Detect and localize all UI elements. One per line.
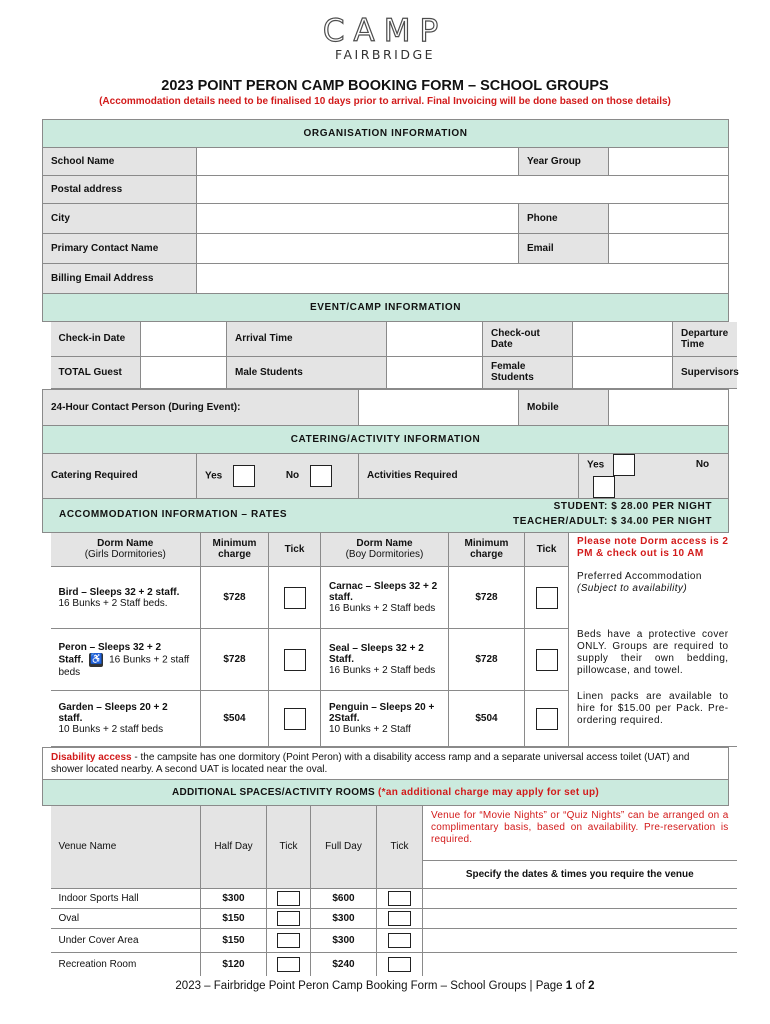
dorm-seal-desc: 16 Bunks + 2 Staff beds (329, 665, 436, 676)
checkin-date-field[interactable] (141, 322, 227, 356)
venue-oval-half-price: $150 (201, 908, 267, 928)
departure-time-label: Departure Time (673, 322, 737, 356)
boys-dorm-header (321, 533, 449, 567)
female-students-label: Female Students (483, 356, 573, 388)
venue-recreation-dates-field[interactable] (423, 952, 737, 976)
page-footer (0, 980, 770, 992)
venue-oval-full-checkbox[interactable] (388, 911, 411, 926)
dorm-access-note (569, 533, 737, 567)
postal-address-label: Postal address (43, 176, 197, 204)
venue-indoor-half-tick-cell (267, 888, 311, 908)
dorm-peron-checkbox[interactable] (284, 649, 306, 671)
logo-camp: CAMP (322, 13, 448, 49)
total-guest-label: TOTAL Guest (51, 356, 141, 388)
total-guest-field[interactable] (141, 356, 227, 388)
dorm-garden-checkbox[interactable] (284, 708, 306, 730)
boys-dorm-col-title: Dorm Name (356, 538, 413, 550)
checkout-date-field[interactable] (573, 322, 673, 356)
billing-email-label: Billing Email Address (43, 264, 197, 294)
dorm-bird-tick-cell (269, 567, 321, 629)
disability-access-label: Disability access (51, 751, 132, 763)
venue-undercover-dates-field[interactable] (423, 928, 737, 952)
subject-availability-text: (Subject to availability) (577, 582, 688, 594)
catering-no-checkbox[interactable] (310, 465, 332, 487)
accom-header-title: ACCOMMODATION INFORMATION – RATES (59, 508, 288, 520)
activities-no-checkbox[interactable] (593, 476, 615, 498)
primary-contact-label: Primary Contact Name (43, 234, 197, 264)
footer-page-number: 1 (565, 980, 573, 992)
form-title: 2023 POINT PERON CAMP BOOKING FORM – SCHOOL GROUPS (161, 78, 609, 94)
dorm-peron (51, 629, 201, 691)
girls-dorm-col-sub: (Girls Dormitories) (84, 549, 166, 561)
activities-options (579, 453, 729, 498)
disability-access-note (43, 748, 729, 780)
venue-name-header: Venue Name (51, 806, 201, 888)
full-tick-header: Tick (377, 806, 423, 888)
specify-dates-label: Specify the dates & times you require the venue (423, 860, 737, 888)
venue-undercover-full-checkbox[interactable] (388, 933, 411, 948)
venue-recreation-full-checkbox[interactable] (388, 957, 411, 972)
half-day-header: Half Day (201, 806, 267, 888)
logo-fairbridge: FAIRBRIDGE (334, 47, 436, 62)
linen-note: Linen packs are available to hire for $15.00 per Pack. Pre-ordering required. (569, 691, 737, 747)
dorm-peron-desc: 16 Bunks + 2 staff beds (58, 654, 190, 678)
dorm-carnac-checkbox[interactable] (536, 587, 558, 609)
male-students-label: Male Students (227, 356, 387, 388)
venue-oval-half-tick-cell (267, 908, 311, 928)
checkout-date-label: Check-out Date (483, 322, 573, 356)
school-name-label: School Name (43, 148, 197, 176)
venue-recreation-room: Recreation Room (51, 952, 201, 976)
city-label: City (43, 204, 197, 234)
preferred-accom-note (569, 567, 737, 629)
dorm-peron-tick-cell (269, 629, 321, 691)
dorm-penguin-price: $504 (449, 691, 525, 747)
phone-label: Phone (519, 204, 609, 234)
venue-indoor-half-price: $300 (201, 888, 267, 908)
dorm-garden-desc: 10 Bunks + 2 staff beds (58, 724, 164, 735)
billing-email-field[interactable] (197, 264, 729, 294)
city-field[interactable] (197, 204, 519, 234)
boys-dorm-col-sub: (Boy Dormitories) (345, 549, 424, 561)
checkin-date-label: Check-in Date (51, 322, 141, 356)
postal-address-field[interactable] (197, 176, 729, 204)
dorm-seal (321, 629, 449, 691)
year-group-field[interactable] (609, 148, 729, 176)
venue-oval-full-tick-cell (377, 908, 423, 928)
student-rate: STUDENT: $ 28.00 PER NIGHT (553, 500, 713, 512)
contact-24h-field[interactable] (359, 389, 519, 425)
dorm-peron-price: $728 (201, 629, 269, 691)
mobile-field[interactable] (609, 389, 729, 425)
beds-note: Beds have a protective cover ONLY. Groups are required to supply their own bedding, pillowcase, and towel. (569, 629, 737, 691)
dorm-penguin-desc: 10 Bunks + 2 Staff (329, 724, 411, 735)
dorm-bird (51, 567, 201, 629)
email-field[interactable] (609, 234, 729, 264)
venue-undercover-half-price: $150 (201, 928, 267, 952)
dorm-garden (51, 691, 201, 747)
dorm-penguin (321, 691, 449, 747)
boys-tick-header: Tick (525, 533, 569, 567)
venue-recreation-half-price: $120 (201, 952, 267, 976)
half-tick-header: Tick (267, 806, 311, 888)
venue-recreation-full-price: $240 (311, 952, 377, 976)
booking-form-table (42, 119, 739, 976)
female-students-field[interactable] (573, 356, 673, 388)
dorm-garden-tick-cell (269, 691, 321, 747)
form-subtitle: (Accommodation details need to be finalised 10 days prior to arrival. Final Invoicing will be done based on those details) (99, 96, 671, 107)
disability-access-text: - the campsite has one dormitory (Point Peron) with a disability access ramp and a separate universal access toilet (UAT) and shower located nearby. A second UAT is located near the oval. (51, 751, 690, 775)
boys-min-charge-header: Minimum charge (449, 533, 525, 567)
wheelchair-access-icon: ♿ (90, 653, 103, 665)
dorm-seal-tick-cell (525, 629, 569, 691)
dorm-peron-name: Peron – Sleeps 32 + 2 (58, 641, 162, 653)
venue-oval-half-checkbox[interactable] (277, 911, 300, 926)
footer-of: of (572, 980, 589, 992)
catering-yes-label: Yes (205, 470, 223, 482)
primary-contact-field[interactable] (197, 234, 519, 264)
spaces-grid (51, 806, 737, 976)
footer-page-total: 2 (588, 980, 595, 992)
event-section-header: EVENT/CAMP INFORMATION (43, 294, 729, 322)
venue-indoor-dates-field[interactable] (423, 888, 737, 908)
girls-dorm-header (51, 533, 201, 567)
dorm-carnac-price: $728 (449, 567, 525, 629)
org-section-header: ORGANISATION INFORMATION (43, 120, 729, 148)
year-group-label: Year Group (519, 148, 609, 176)
venue-oval-dates-field[interactable] (423, 908, 737, 928)
catering-section-header: CATERING/ACTIVITY INFORMATION (43, 425, 729, 453)
event-grid (51, 322, 737, 389)
dorm-penguin-name: Penguin – Sleeps 20 + 2Staff. (329, 702, 435, 724)
dorm-seal-name: Seal – Sleeps 32 + 2 Staff. (329, 643, 424, 665)
arrival-time-label: Arrival Time (227, 322, 387, 356)
venue-undercover-full-tick-cell (377, 928, 423, 952)
venue-note: Venue for “Movie Nights” or “Quiz Nights” can be arranged on a complimentary basis, based on availability. Pre-reservation is required. (423, 806, 737, 860)
dorm-seal-checkbox[interactable] (536, 649, 558, 671)
dorm-peron-name-2: Staff. (58, 654, 84, 666)
venue-indoor-sports-hall: Indoor Sports Hall (51, 888, 201, 908)
venue-indoor-full-tick-cell (377, 888, 423, 908)
dorm-carnac-desc: 16 Bunks + 2 Staff beds (329, 603, 436, 614)
dorm-carnac-tick-cell (525, 567, 569, 629)
accommodation-grid (51, 533, 737, 748)
girls-dorm-col-title: Dorm Name (97, 538, 154, 550)
activities-yes-checkbox[interactable] (613, 454, 635, 476)
spaces-section-header (43, 780, 729, 806)
girls-min-charge-header: Minimum charge (201, 533, 269, 567)
venue-recreation-half-tick-cell (267, 952, 311, 976)
footer-text: 2023 – Fairbridge Point Peron Camp Booking Form – School Groups | Page (175, 980, 566, 992)
dorm-bird-price: $728 (201, 567, 269, 629)
venue-indoor-half-checkbox[interactable] (277, 891, 300, 906)
venue-undercover-half-checkbox[interactable] (277, 933, 300, 948)
dorm-carnac-name: Carnac – Sleeps 32 + 2 staff. (329, 581, 438, 603)
accom-section-header (43, 498, 729, 532)
dorm-penguin-tick-cell (525, 691, 569, 747)
dorm-garden-price: $504 (201, 691, 269, 747)
preferred-accom-text: Preferred Accommodation (577, 570, 702, 582)
venue-under-cover-area: Under Cover Area (51, 928, 201, 952)
girls-tick-header: Tick (269, 533, 321, 567)
dorm-bird-name: Bird – Sleeps 32 + 2 staff. (58, 586, 180, 598)
camp-fairbridge-logo (0, 14, 770, 62)
adult-rate: TEACHER/ADULT: $ 34.00 PER NIGHT (513, 515, 713, 527)
venue-oval: Oval (51, 908, 201, 928)
venue-indoor-full-checkbox[interactable] (388, 891, 411, 906)
venue-indoor-full-price: $600 (311, 888, 377, 908)
dorm-penguin-checkbox[interactable] (536, 708, 558, 730)
school-name-field[interactable] (197, 148, 519, 176)
dorm-access-note-text: Please note Dorm access is 2 PM & check out is 10 AM (577, 535, 729, 559)
spaces-header-title: ADDITIONAL SPACES/ACTIVITY ROOMS (171, 787, 379, 798)
spaces-header-note: (*an additional charge may apply for set up) (378, 787, 600, 798)
contact-24h-label: 24-Hour Contact Person (During Event): (43, 389, 359, 425)
activities-required-label: Activities Required (359, 453, 579, 498)
dorm-bird-checkbox[interactable] (284, 587, 306, 609)
venue-recreation-half-checkbox[interactable] (277, 957, 300, 972)
dorm-bird-desc: 16 Bunks + 2 Staff beds. (58, 597, 168, 609)
venue-recreation-full-tick-cell (377, 952, 423, 976)
venue-undercover-full-price: $300 (311, 928, 377, 952)
male-students-field[interactable] (387, 356, 483, 388)
catering-yes-checkbox[interactable] (233, 465, 255, 487)
dorm-seal-price: $728 (449, 629, 525, 691)
email-label: Email (519, 234, 609, 264)
phone-field[interactable] (609, 204, 729, 234)
venue-undercover-half-tick-cell (267, 928, 311, 952)
venue-oval-full-price: $300 (311, 908, 377, 928)
supervisors-label: Supervisors (673, 356, 737, 388)
catering-no-label: No (285, 470, 300, 482)
catering-options (197, 453, 359, 498)
dorm-garden-name: Garden – Sleeps 20 + 2 staff. (58, 702, 168, 724)
activities-no-label: No (695, 459, 710, 471)
dorm-carnac (321, 567, 449, 629)
mobile-label: Mobile (519, 389, 609, 425)
activities-yes-label: Yes (587, 459, 605, 471)
arrival-time-field[interactable] (387, 322, 483, 356)
catering-required-label: Catering Required (43, 453, 197, 498)
full-day-header: Full Day (311, 806, 377, 888)
